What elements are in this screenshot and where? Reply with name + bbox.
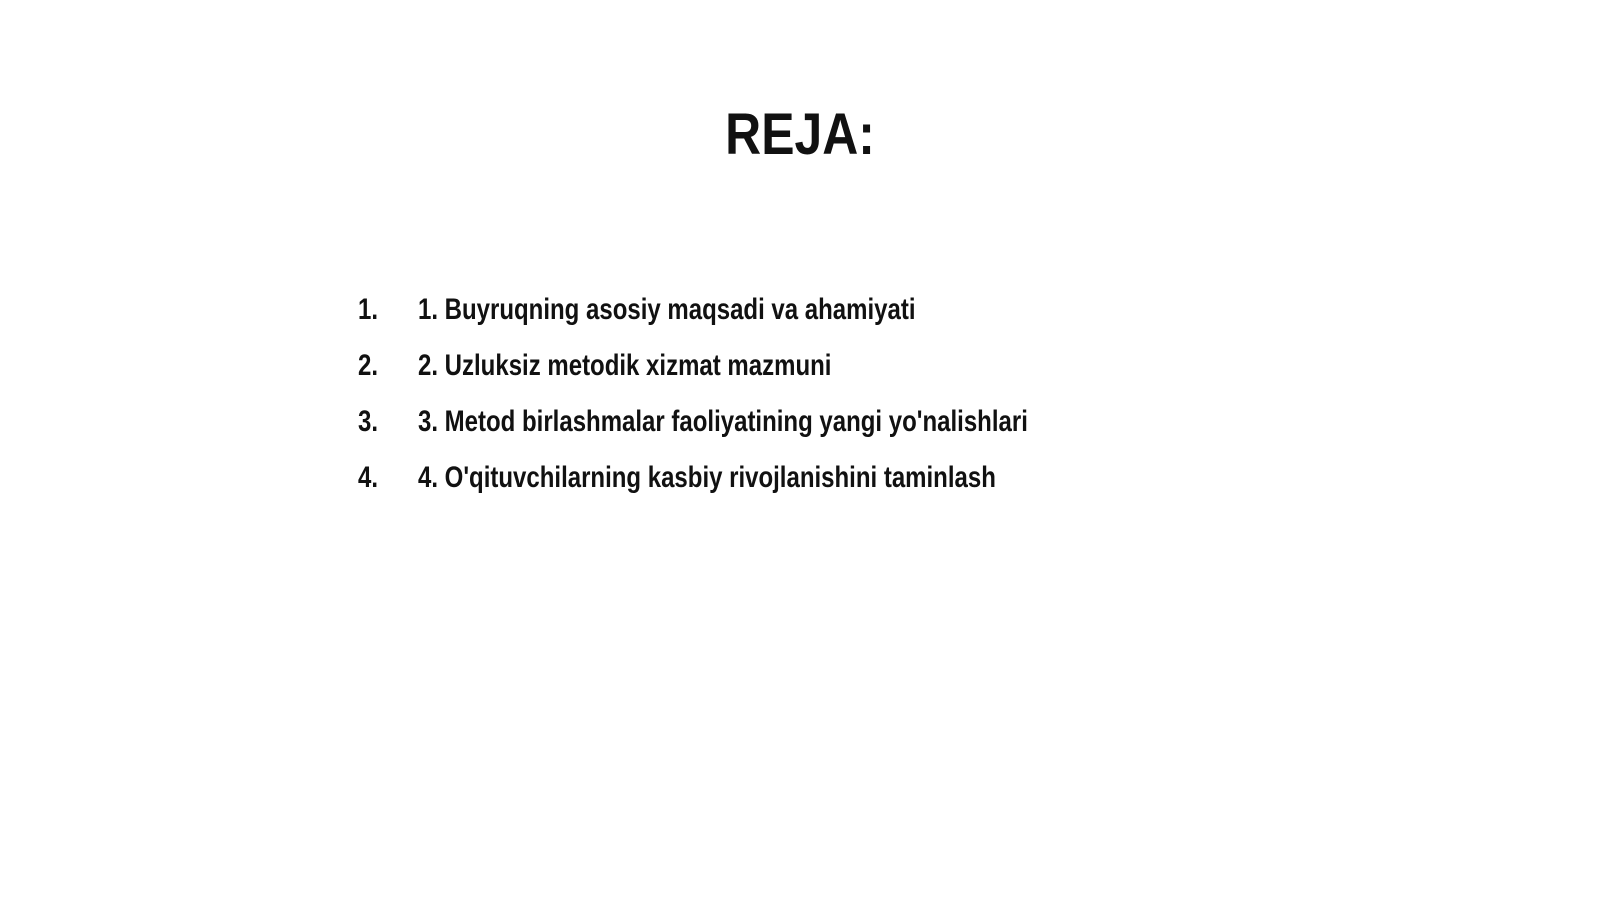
plan-list: [358, 290, 1180, 514]
slide-title: REJA:: [725, 102, 875, 167]
list-item-text: 2. Uzluksiz metodik xizmat mazmuni: [418, 349, 832, 382]
list-item-text: 4. O'qituvchilarning kasbiy rivojlanishini taminlash: [418, 461, 996, 494]
list-item: [358, 402, 1180, 458]
list-item: [358, 458, 1180, 514]
list-item-number: 1.: [358, 293, 379, 326]
list-item-number: 4.: [358, 461, 379, 494]
list-item-text: 3. Metod birlashmalar faoliyatining yangi yo'nalishlari: [418, 405, 1028, 438]
list-item: [358, 346, 1180, 402]
list-item-number: 2.: [358, 349, 379, 382]
list-item-number: 3.: [358, 405, 379, 438]
list-item-text: 1. Buyruqning asosiy maqsadi va ahamiyati: [418, 293, 916, 326]
list-item: [358, 290, 1180, 346]
